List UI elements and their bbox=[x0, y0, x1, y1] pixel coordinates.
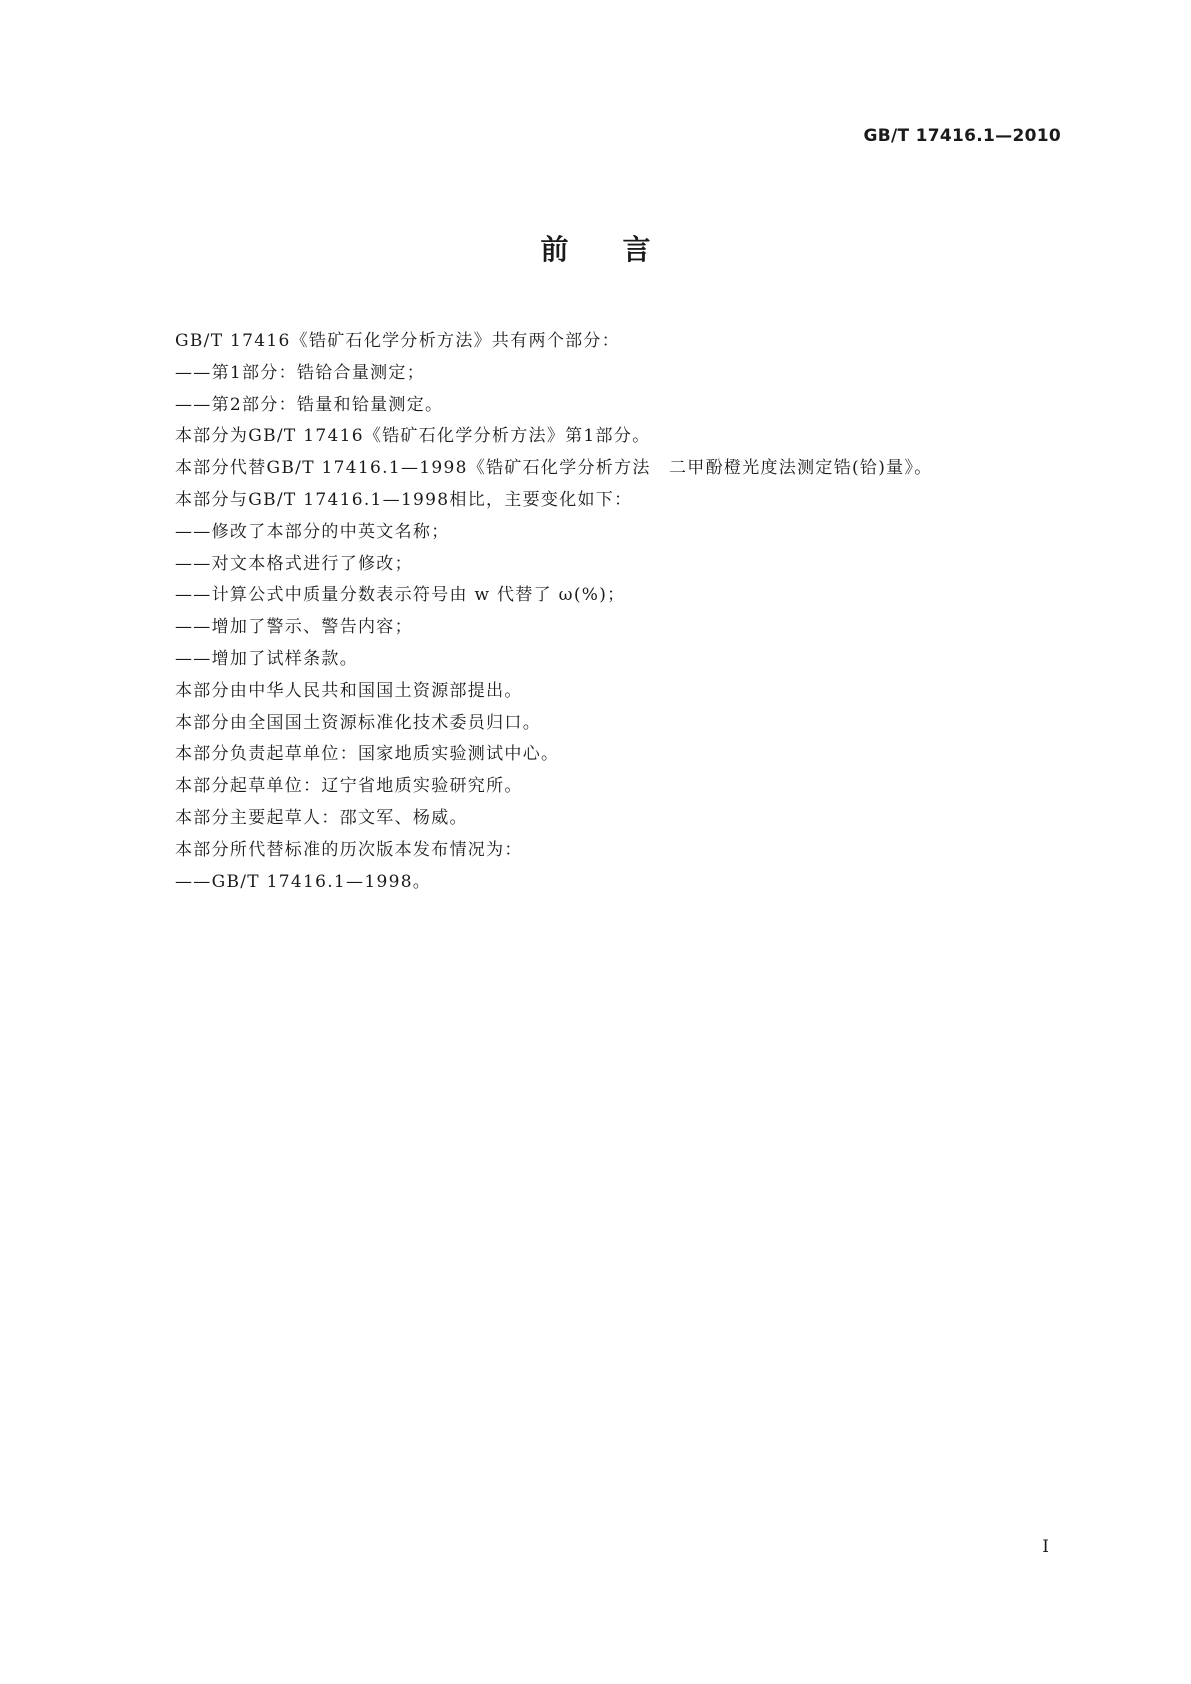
paragraph-line: 本部分由中华人民共和国国土资源部提出。 bbox=[175, 680, 523, 701]
paragraph-line: GB/T 17416《锆矿石化学分析方法》共有两个部分： bbox=[175, 331, 621, 351]
paragraph-line: 本部分由全国国土资源标准化技术委员归口。 bbox=[175, 712, 541, 733]
paragraph-line: ——第2部分：锆量和铪量测定。 bbox=[175, 394, 444, 415]
page-title: 前言 bbox=[540, 233, 705, 266]
paragraph-line: ——计算公式中质量分数表示符号由 w 代替了 ω(%)； bbox=[175, 585, 626, 606]
paragraph-line: ——增加了警示、警告内容； bbox=[175, 617, 413, 638]
paragraph-line: 本部分为GB/T 17416《锆矿石化学分析方法》第1部分。 bbox=[175, 426, 651, 447]
standard-number: GB/T 17416.1—2010 bbox=[863, 126, 1061, 146]
paragraph-line: 本部分主要起草人：邵文军、杨威。 bbox=[175, 807, 468, 828]
paragraph-line: 本部分起草单位：辽宁省地质实验研究所。 bbox=[175, 776, 523, 797]
paragraph-line: ——第1部分：锆铪合量测定； bbox=[175, 362, 426, 383]
paragraph-line: ——GB/T 17416.1—1998。 bbox=[175, 871, 432, 892]
paragraph-line: 本部分所代替标准的历次版本发布情况为： bbox=[175, 839, 523, 860]
foreword-body bbox=[175, 326, 1075, 898]
paragraph-line: ——修改了本部分的中英文名称； bbox=[175, 521, 450, 542]
paragraph-line: 本部分负责起草单位：国家地质实验测试中心。 bbox=[175, 744, 560, 765]
paragraph-line: 本部分代替GB/T 17416.1—1998《锆矿石化学分析方法 二甲酚橙光度法测定锆(铪)量》。 bbox=[175, 458, 933, 479]
paragraph-line: ——对文本格式进行了修改； bbox=[175, 553, 413, 574]
page-number: I bbox=[1042, 1537, 1049, 1557]
paragraph-line: ——增加了试样条款。 bbox=[175, 648, 358, 669]
paragraph-line: 本部分与GB/T 17416.1—1998相比，主要变化如下： bbox=[175, 489, 633, 510]
